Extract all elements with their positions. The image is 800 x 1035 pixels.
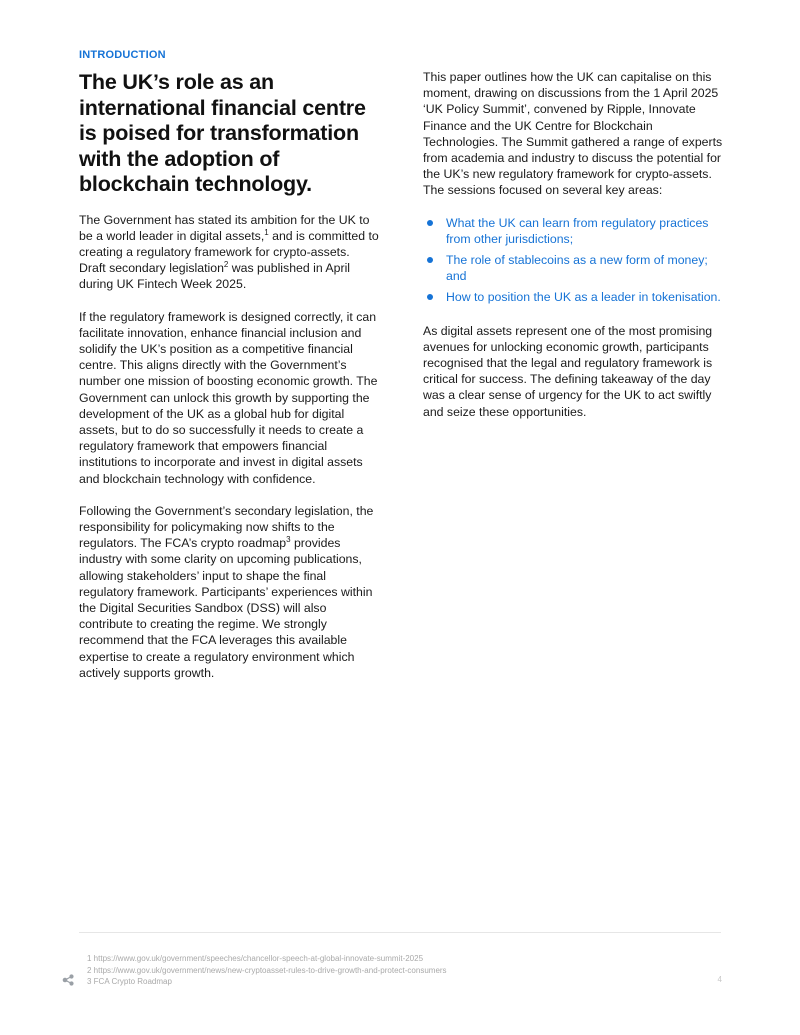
- footnote-3: 3 FCA Crypto Roadmap: [87, 977, 172, 986]
- focus-areas-list: [423, 215, 725, 306]
- list-item-text: What the UK can learn from regulatory practices from other jurisdictions;: [446, 215, 709, 246]
- footnote-ref-2[interactable]: 2: [223, 260, 229, 270]
- paragraph-legislation-text-b: provides industry with some clarity on upcoming publications, allowing stakeholders’ input to shape the final regulatory framework. Participants’ experiences within the Digital Securities Sandbox (DSS) will also contribute to creating the regime. We strongly recommend that the FCA leverages this available expertise to create a regulatory environment which actively supports growth.: [79, 536, 373, 680]
- bullet-dot-icon: [427, 294, 433, 300]
- paragraph-ambition-text-b: and is committed to creating a regulatory framework for crypto-assets. Draft secondary legislation: [79, 228, 379, 276]
- left-column: [79, 70, 379, 697]
- page-heading: The UK’s role as an international financial centre is poised for transformation with the adoption of blockchain technology.: [79, 70, 366, 196]
- footnote-ref-1[interactable]: 1: [264, 227, 269, 237]
- paragraph-closing: As digital assets represent one of the most promising avenues for unlocking economic growth, participants recognised that the legal and regulatory framework is critical for success. The defining takeaway of the day was a clear sense of urgency for the UK to act swiftly and seize these opportunities.: [423, 323, 713, 419]
- right-column: [423, 69, 725, 436]
- list-item-text: How to position the UK as a leader in tokenisation.: [446, 290, 721, 305]
- paragraph-ambition: [79, 212, 379, 293]
- section-label: INTRODUCTION: [79, 49, 166, 61]
- footnote-divider: [79, 932, 721, 933]
- list-item: [423, 252, 725, 284]
- paragraph-legislation: [79, 503, 379, 681]
- footnote-ref-3[interactable]: 3: [286, 535, 291, 545]
- footnote-1[interactable]: 1 https://www.gov.uk/government/speeches/chancellor-speech-at-global-innovate-summit-2025: [87, 954, 424, 963]
- footnote-2[interactable]: 2 https://www.gov.uk/government/news/new-cryptoasset-rules-to-drive-growth-and-protect-consumers: [87, 965, 447, 975]
- paragraph-intro: This paper outlines how the UK can capitalise on this moment, drawing on discussions from the 1 April 2025 ‘UK Policy Summit’, convened by Ripple, Innovate Finance and the UK Centre for Blockchain Technologies. The Summit gathered a range of experts from academia and industry to discuss the potential for the UK’s new regulatory framework for crypto-assets. The sessions focused on several key areas:: [423, 70, 723, 198]
- list-item: [423, 289, 725, 305]
- list-item: [423, 215, 725, 247]
- footnotes: [87, 953, 687, 988]
- paragraph-legislation-text-a: Following the Government’s secondary legislation, the responsibility for policymaking now shifts to the regulators. The FCA’s crypto roadmap: [79, 503, 374, 551]
- bullet-dot-icon: [427, 257, 433, 263]
- ripple-logo-icon: [62, 974, 75, 986]
- paragraph-ambition-text-a: The Government has stated its ambition for the UK to be a world leader in digital assets,: [79, 212, 370, 243]
- page-number: 4: [717, 975, 722, 984]
- list-item-text: The role of stablecoins as a new form of money; and: [446, 253, 708, 284]
- paragraph-framework: If the regulatory framework is designed correctly, it can facilitate innovation, enhance financial inclusion and solidify the UK’s position as a competitive financial centre. This aligns directly with the Government’s number one mission of boosting economic growth. The Government can unlock this growth by supporting the development of the UK as a global hub for digital assets, but to do so successfully it needs to create a regulatory framework that empowers financial institutions to incorporate and invest in digital assets and blockchain technology with confidence.: [79, 309, 378, 486]
- paragraph-ambition-text-c: was published in April during UK Fintech Week 2025.: [79, 261, 351, 292]
- bullet-dot-icon: [427, 220, 433, 226]
